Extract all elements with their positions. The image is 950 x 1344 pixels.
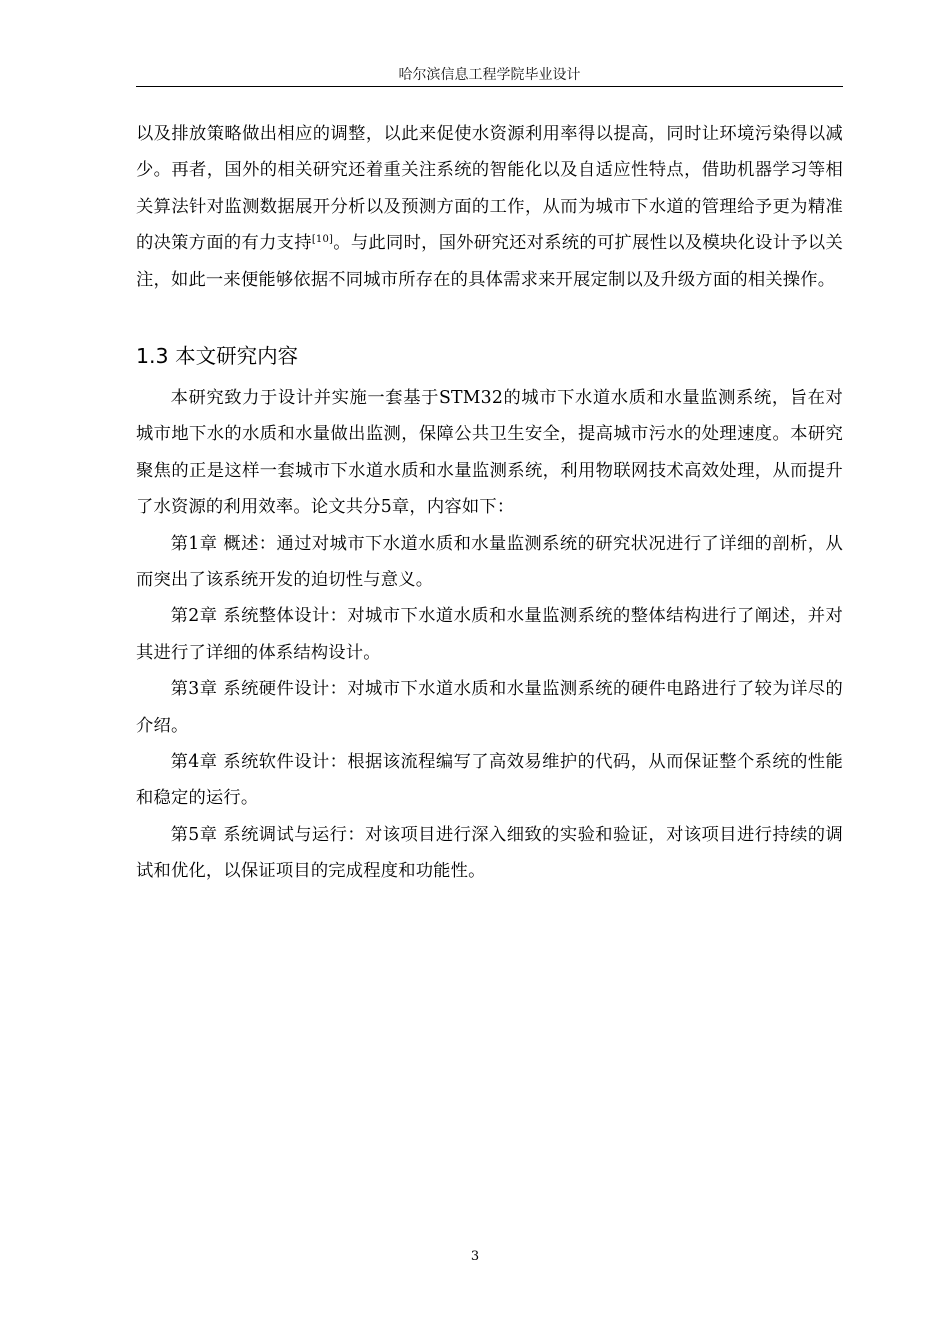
chapter-item-5: 第5章 系统调试与运行：对该项目进行深入细致的实验和验证，对该项目进行持续的调试和优化，以保证项目的完成程度和功能性。 — [136, 824, 843, 882]
chapter-item-2: 第2章 系统整体设计：对城市下水道水质和水量监测系统的整体结构进行了阐述，并对其进行了详细的体系结构设计。 — [136, 606, 843, 663]
citation-ref: [10] — [311, 234, 334, 246]
header-rule — [136, 86, 843, 87]
paragraph-text: 。与此同时，国外研究还对系统的可扩展性以及模块化设计予以关注，如此一来便能够依据不同城市所存在的具体需求来开展定制以及升级方面的相关操作。 — [136, 233, 843, 290]
continuation-paragraph — [136, 116, 843, 298]
chapter-item-4: 第4章 系统软件设计：根据该流程编写了高效易维护的代码，从而保证整个系统的性能和稳定的运行。 — [136, 752, 843, 809]
chapter-item-1: 第1章 概述：通过对城市下水道水质和水量监测系统的研究状况进行了详细的剖析，从而突出了该系统开发的迫切性与意义。 — [136, 533, 843, 591]
section-heading: 1.3 本文研究内容 — [136, 344, 299, 368]
page-header: 哈尔滨信息工程学院毕业设计 — [398, 67, 581, 83]
page-number: 3 — [470, 1249, 480, 1264]
intro-paragraph: 本研究致力于设计并实施一套基于STM32的城市下水道水质和水量监测系统，旨在对城市地下水的水质和水量做出监测，保障公共卫生安全，提高城市污水的处理速度。本研究聚焦的正是这样一套城市下水道水质和水量监测系统，利用物联网技术高效处理，从而提升了水资源的利用效率。论文共分5章，内容如下： — [136, 388, 843, 518]
section-body — [136, 380, 843, 890]
paragraph-text: 以及排放策略做出相应的调整，以此来促使水资源利用率得以提高，同时让环境污染得以减少。再者，国外的相关研究还着重关注系统的智能化以及自适应性特点，借助机器学习等相关算法针对监测数据展开分析以及预测方面的工作，从而为城市下水道的管理给予更为精准的决策方面的有力支持 — [136, 124, 843, 254]
paragraph — [136, 116, 843, 298]
chapter-item-3: 第3章 系统硬件设计：对城市下水道水质和水量监测系统的硬件电路进行了较为详尽的介绍。 — [136, 679, 843, 736]
